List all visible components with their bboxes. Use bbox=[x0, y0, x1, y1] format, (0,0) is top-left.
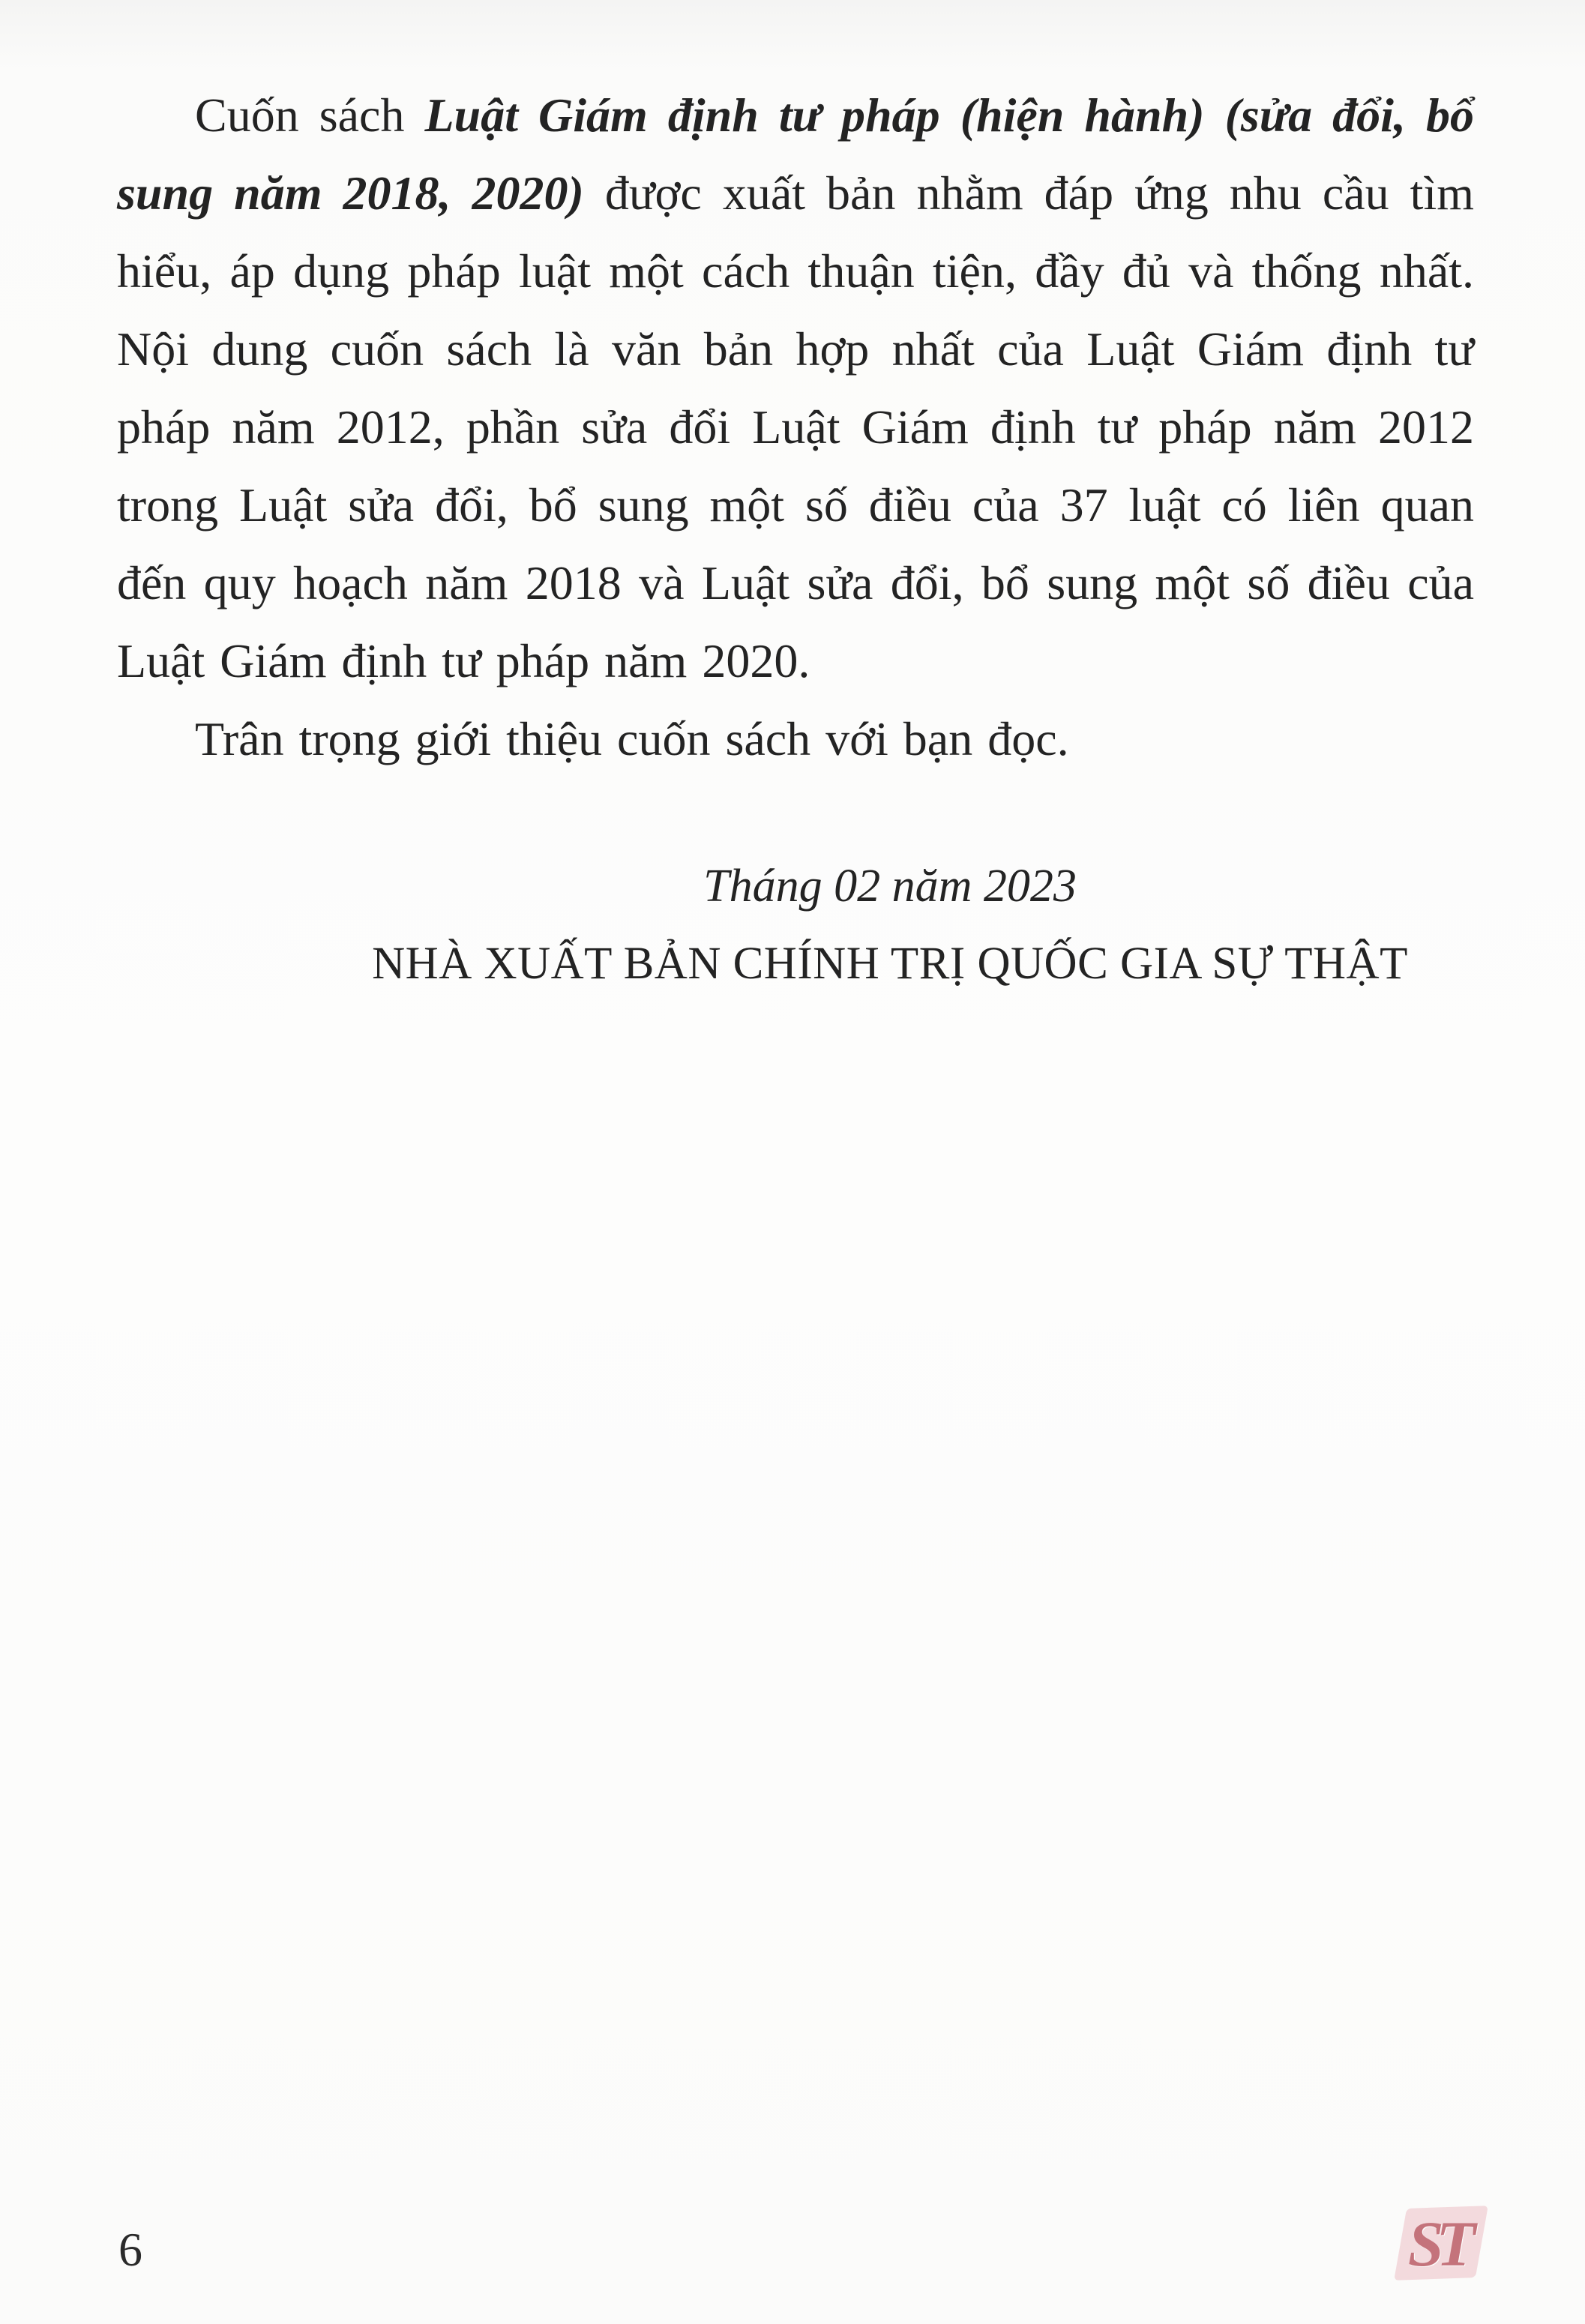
book-title: Luật Giám định tư pháp (hiện hành) (sửa đổi, bổ sung năm 2018, 2020) bbox=[117, 88, 1475, 220]
publisher-logo-monogram: ST bbox=[1407, 2208, 1469, 2280]
intro-paragraph bbox=[117, 76, 1474, 700]
intro-paragraph-body: được xuất bản nhằm đáp ứng nhu cầu tìm hiểu, áp dụng pháp luật một cách thuận tiện, đầy đủ và thống nhất. Nội dung cuốn sách là văn bản hợp nhất của Luật Giám định tư pháp năm 2012, phần sửa đổi Luật Giám định tư pháp năm 2012 trong Luật sửa đổi, bổ sung một số điều của 37 luật có liên quan đến quy hoạch năm 2018 và Luật sửa đổi, bổ sung một số điều của Luật Giám định tư pháp năm 2020. bbox=[117, 166, 1474, 687]
publisher-line: NHÀ XUẤT BẢN CHÍNH TRỊ QUỐC GIA SỰ THẬT bbox=[372, 939, 1408, 989]
publisher-logo bbox=[1396, 2200, 1486, 2288]
date-line: Tháng 02 năm 2023 bbox=[703, 861, 1077, 912]
closing-paragraph: Trân trọng giới thiệu cuốn sách với bạn đọc. bbox=[195, 712, 1069, 765]
page-number: 6 bbox=[118, 2223, 142, 2276]
signature-block bbox=[117, 847, 1474, 1003]
intro-paragraph-lead: Cuốn sách bbox=[195, 88, 425, 142]
